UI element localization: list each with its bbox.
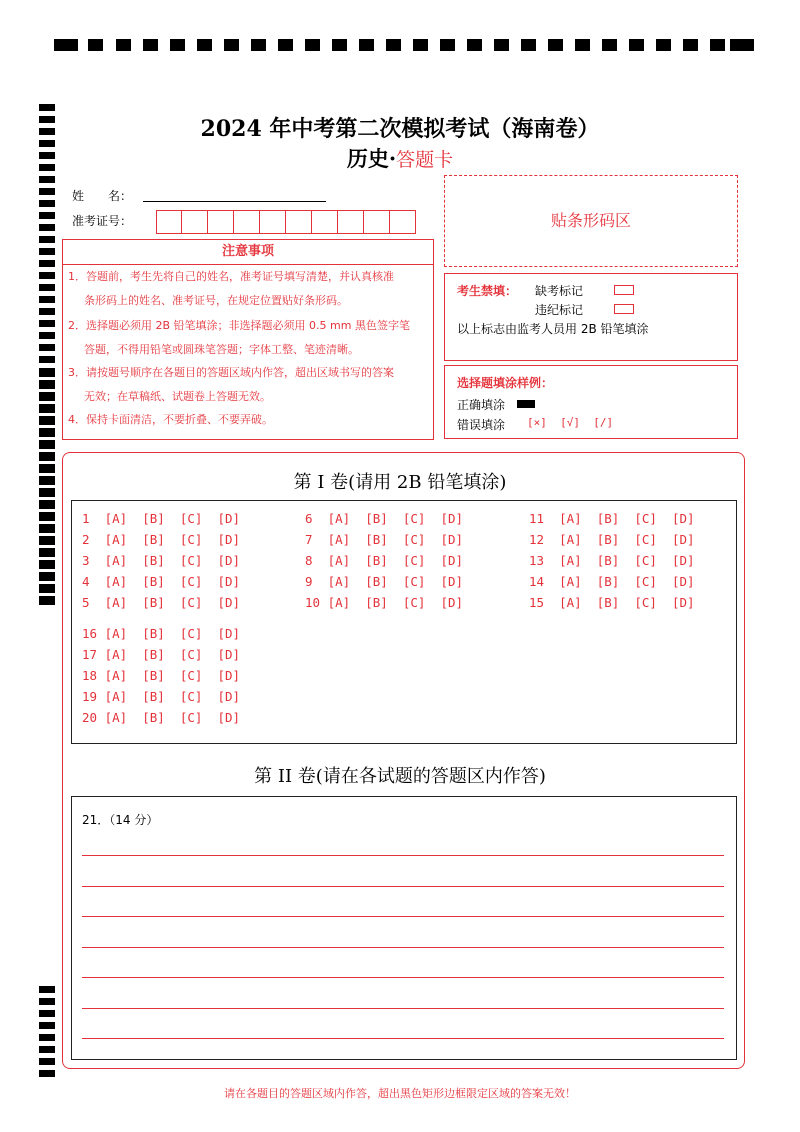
timing-mark — [39, 418, 55, 425]
timing-mark — [39, 526, 55, 533]
timing-mark — [39, 344, 55, 351]
timing-mark — [39, 332, 55, 339]
timing-mark — [39, 272, 55, 279]
timing-mark — [39, 442, 55, 449]
timing-mark — [39, 430, 55, 437]
card-label: 答题卡 — [396, 149, 454, 171]
notice-line: 1．答题前，考生先将自己的姓名，准考证号填写清楚，并认真核准 — [68, 270, 394, 283]
forbidden-title: 考生禁填： — [457, 284, 518, 298]
timing-mark — [39, 370, 55, 377]
choice-question-row[interactable]: 12 [A] [B] [C] [D] — [529, 532, 695, 547]
timing-mark — [39, 1046, 55, 1053]
subtitle-separator: · — [388, 146, 397, 171]
timing-mark — [39, 176, 55, 183]
absent-mark-box[interactable] — [614, 285, 634, 295]
forbidden-box — [444, 273, 738, 361]
answer-line[interactable] — [82, 855, 724, 856]
notice-line: 条形码上的姓名、准考证号，在规定位置贴好条形码。 — [84, 294, 348, 307]
choice-question-row[interactable]: 8 [A] [B] [C] [D] — [305, 553, 464, 568]
id-cell[interactable] — [260, 210, 286, 234]
barcode-label: 贴条形码区 — [550, 211, 631, 230]
violation-label: 违纪标记 — [535, 303, 584, 317]
choice-question-row[interactable]: 19 [A] [B] [C] [D] — [82, 689, 241, 704]
choice-question-row[interactable]: 3 [A] [B] [C] [D] — [82, 553, 241, 568]
answer-line[interactable] — [82, 1008, 724, 1009]
choice-question-row[interactable]: 20 [A] [B] [C] [D] — [82, 710, 241, 725]
id-cell[interactable] — [338, 210, 364, 234]
timing-mark — [39, 236, 55, 243]
choice-question-row[interactable]: 5 [A] [B] [C] [D] — [82, 595, 241, 610]
name-label: 姓 名： — [72, 189, 133, 203]
choice-question-row[interactable]: 16 [A] [B] [C] [D] — [82, 626, 241, 641]
timing-mark — [39, 550, 55, 557]
timing-mark — [39, 200, 55, 207]
timing-mark — [39, 188, 55, 195]
answer-line[interactable] — [82, 916, 724, 917]
page-title: 2024 年中考第二次模拟考试（海南卷） — [200, 116, 600, 142]
choice-question-row[interactable]: 18 [A] [B] [C] [D] — [82, 668, 241, 683]
correct-fill-label: 正确填涂 — [457, 398, 506, 412]
part1-title: 第 I 卷(请用 2B 铅笔填涂) — [293, 472, 507, 493]
timing-mark — [39, 104, 55, 111]
timing-mark — [39, 598, 55, 605]
footer-warning: 请在各题目的答题区域内作答，超出黑色矩形边框限定区域的答案无效！ — [224, 1087, 576, 1100]
wrong-fill-sample: [×] [√] [/] — [527, 416, 614, 429]
timing-mark — [39, 248, 55, 255]
notice-line: 2．选择题必须用 2B 铅笔填涂；非选择题必须用 0.5 mm 黑色签字笔 — [68, 319, 410, 332]
timing-mark — [39, 562, 55, 569]
choice-question-row[interactable]: 10 [A] [B] [C] [D] — [305, 595, 464, 610]
id-cell[interactable] — [156, 210, 182, 234]
id-cell[interactable] — [286, 210, 312, 234]
choice-question-row[interactable]: 4 [A] [B] [C] [D] — [82, 574, 241, 589]
barcode-area — [444, 175, 738, 267]
question-21-label: 21．（14 分） — [82, 813, 159, 827]
id-cell[interactable] — [182, 210, 208, 234]
part2-title: 第 II 卷(请在各试题的答题区内作答) — [254, 766, 546, 787]
choice-question-row[interactable]: 14 [A] [B] [C] [D] — [529, 574, 695, 589]
timing-mark — [39, 284, 55, 291]
answer-line[interactable] — [82, 886, 724, 887]
timing-mark — [39, 1070, 55, 1077]
timing-mark — [39, 1010, 55, 1017]
timing-mark — [39, 320, 55, 327]
timing-mark — [39, 986, 55, 993]
timing-mark — [39, 224, 55, 231]
timing-mark — [39, 454, 55, 461]
subject-label: 历史 — [346, 146, 389, 171]
forbidden-note: 以上标志由监考人员用 2B 铅笔填涂 — [457, 322, 649, 336]
choice-question-row[interactable]: 7 [A] [B] [C] [D] — [305, 532, 464, 547]
timing-mark — [39, 356, 55, 363]
timing-mark — [39, 998, 55, 1005]
exam-id-label: 准考证号： — [72, 214, 133, 228]
id-cell[interactable] — [234, 210, 260, 234]
answer-line[interactable] — [82, 1038, 724, 1039]
part2-box — [71, 796, 737, 1060]
timing-mark — [39, 538, 55, 545]
fill-sample-box — [444, 365, 738, 439]
timing-mark — [39, 574, 55, 581]
timing-mark — [39, 260, 55, 267]
timing-mark — [39, 382, 55, 389]
timing-mark — [39, 1034, 55, 1041]
choice-question-row[interactable]: 1 [A] [B] [C] [D] — [82, 511, 241, 526]
choice-question-row[interactable]: 9 [A] [B] [C] [D] — [305, 574, 464, 589]
name-field[interactable] — [143, 201, 326, 202]
timing-mark — [39, 394, 55, 401]
timing-mark — [39, 308, 55, 315]
timing-mark — [39, 514, 55, 521]
timing-mark — [39, 406, 55, 413]
timing-mark — [39, 1022, 55, 1029]
choice-question-row[interactable]: 2 [A] [B] [C] [D] — [82, 532, 241, 547]
fill-sample-title: 选择题填涂样例： — [457, 376, 554, 390]
notice-line: 答题，不得用铅笔或圆珠笔答题；字体工整、笔迹清晰。 — [84, 343, 359, 356]
timing-mark — [39, 1058, 55, 1065]
choice-question-row[interactable]: 13 [A] [B] [C] [D] — [529, 553, 695, 568]
choice-question-row[interactable]: 11 [A] [B] [C] [D] — [529, 511, 695, 526]
timing-mark — [39, 586, 55, 593]
absent-label: 缺考标记 — [535, 284, 584, 298]
notice-title: 注意事项 — [221, 244, 274, 259]
id-cell[interactable] — [364, 210, 390, 234]
notice-title-box — [62, 239, 434, 265]
answer-line[interactable] — [82, 977, 724, 978]
timing-mark — [39, 296, 55, 303]
timing-mark — [39, 502, 55, 509]
id-cell[interactable] — [208, 210, 234, 234]
id-cell[interactable] — [312, 210, 338, 234]
choice-question-row[interactable]: 15 [A] [B] [C] [D] — [529, 595, 695, 610]
violation-mark-box[interactable] — [614, 304, 634, 314]
exam-id-field[interactable] — [156, 210, 416, 234]
wrong-fill-label: 错误填涂 — [457, 418, 506, 432]
timing-mark — [39, 212, 55, 219]
notice-line: 无效；在草稿纸、试题卷上答题无效。 — [84, 390, 271, 403]
notice-line: 4．保持卡面清洁，不要折叠、不要弄破。 — [68, 413, 273, 426]
notice-line: 3．请按题号顺序在各题目的答题区域内作答，超出区域书写的答案 — [68, 366, 394, 379]
choice-question-row[interactable]: 6 [A] [B] [C] [D] — [305, 511, 464, 526]
answer-line[interactable] — [82, 947, 724, 948]
page-subtitle — [0, 143, 800, 173]
correct-fill-sample — [517, 400, 535, 408]
choice-question-row[interactable]: 17 [A] [B] [C] [D] — [82, 647, 241, 662]
id-cell[interactable] — [390, 210, 416, 234]
